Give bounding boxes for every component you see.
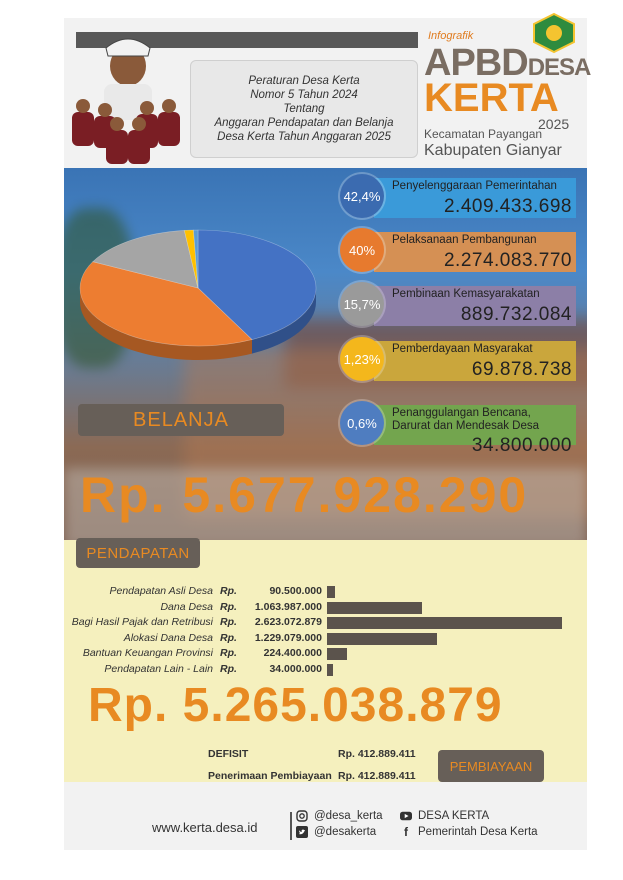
income-value-label: 2.623.072.879 (254, 616, 322, 628)
kecamatan-label: Kecamatan Payangan (424, 127, 543, 141)
regulation-line: Anggaran Pendapatan dan Belanja (214, 117, 394, 129)
facebook-link[interactable] (400, 826, 538, 838)
belanja-category (340, 174, 576, 218)
income-category: Pendapatan Asli Desa (109, 585, 213, 597)
category-name: Penyelenggaraan Pemerintahan (392, 180, 557, 192)
income-bar (327, 664, 333, 676)
instagram-link[interactable] (296, 810, 383, 822)
category-percent: 42,4% (340, 174, 384, 218)
facebook-icon: f (404, 825, 408, 839)
kerta-title: KERTA (424, 76, 559, 120)
belanja-category (340, 228, 576, 272)
penerimaan-label: Penerimaan Pembiayaan (208, 770, 332, 782)
category-percent: 1,23% (340, 337, 384, 381)
infografik-label: Infografik (428, 30, 474, 42)
category-value: 34.800.000 (471, 435, 572, 456)
regulation-box (190, 60, 418, 158)
income-currency: Rp. (220, 585, 237, 597)
category-name: Pelaksanaan Pembangunan (392, 234, 537, 246)
income-currency: Rp. (220, 600, 237, 613)
penerimaan-value: Rp. 412.889.411 (338, 770, 416, 782)
defisit-label: DEFISIT (208, 748, 249, 760)
pembiayaan-label: PEMBIAYAAN (438, 750, 544, 782)
pendapatan-label: PENDAPATAN (76, 538, 200, 568)
belanja-pie-chart (70, 214, 330, 384)
youtube-link[interactable] (400, 810, 489, 822)
income-bar (327, 633, 437, 645)
facebook-page: Pemerintah Desa Kerta (418, 826, 538, 838)
belanja-category (340, 401, 576, 456)
officials-photo (66, 26, 186, 166)
category-name: Pemberdayaan Masyarakat (392, 343, 533, 355)
income-currency: Rp. (220, 631, 237, 644)
income-bar (327, 648, 347, 660)
category-value: 889.732.084 (460, 304, 572, 325)
pendapatan-total: Rp. 5.265.038.879 (88, 679, 503, 732)
website-link[interactable]: www.kerta.desa.id (152, 820, 258, 835)
income-currency: Rp. (220, 662, 237, 675)
regulation-line: Tentang (283, 103, 325, 115)
twitter-link[interactable] (296, 826, 376, 838)
category-percent: 15,7% (340, 282, 384, 326)
kabupaten-label: Kabupaten Gianyar (424, 142, 562, 159)
income-bar (327, 617, 562, 629)
instagram-handle: @desa_kerta (314, 810, 383, 822)
income-value-label: 90.500.000 (269, 585, 322, 597)
income-bar (327, 586, 335, 598)
category-name: Penanggulangan Bencana, Darurat dan Mendesak Desa (392, 407, 540, 432)
twitter-handle: @desakerta (314, 826, 377, 838)
apbd-word: APBD (424, 42, 528, 84)
twitter-icon (296, 826, 308, 838)
income-value-label: 34.000.000 (269, 662, 322, 675)
income-category: Bantuan Keuangan Provinsi (82, 647, 213, 659)
youtube-channel: DESA KERTA (418, 810, 490, 822)
category-percent: 40% (340, 228, 384, 272)
instagram-icon (296, 810, 308, 822)
income-category: Pendapatan Lain - Lain (104, 662, 213, 675)
category-value: 2.409.433.698 (443, 196, 572, 217)
income-category: Dana Desa (160, 600, 213, 613)
income-value-label: 1.063.987.000 (254, 600, 322, 613)
footer-divider (290, 812, 292, 840)
budget-year: 2025 (538, 116, 570, 132)
category-value: 69.878.738 (471, 359, 572, 380)
youtube-icon (400, 810, 412, 822)
income-value-label: 1.229.079.000 (254, 631, 322, 644)
desa-word: DESA (527, 54, 591, 81)
belanja-category (340, 337, 576, 381)
belanja-label: BELANJA (78, 404, 284, 436)
income-currency: Rp. (220, 647, 237, 659)
belanja-total: Rp. 5.677.928.290 (80, 467, 529, 523)
category-percent: 0,6% (340, 401, 384, 445)
income-bar (327, 602, 422, 614)
income-currency: Rp. (220, 616, 237, 628)
category-name: Pembinaan Kemasyarakatan (392, 288, 540, 300)
regulation-line: Peraturan Desa Kerta (248, 75, 360, 87)
regulation-line: Desa Kerta Tahun Anggaran 2025 (217, 131, 391, 143)
defisit-value: Rp. 412.889.411 (338, 748, 416, 760)
income-category: Alokasi Dana Desa (123, 631, 213, 644)
pendapatan-background (64, 540, 587, 782)
footer (64, 794, 587, 850)
regulation-line: Nomor 5 Tahun 2024 (250, 89, 358, 101)
income-value-label: 224.400.000 (263, 647, 322, 659)
income-category: Bagi Hasil Pajak dan Retribusi (71, 616, 213, 628)
category-value: 2.274.083.770 (443, 250, 572, 271)
belanja-category (340, 282, 576, 326)
